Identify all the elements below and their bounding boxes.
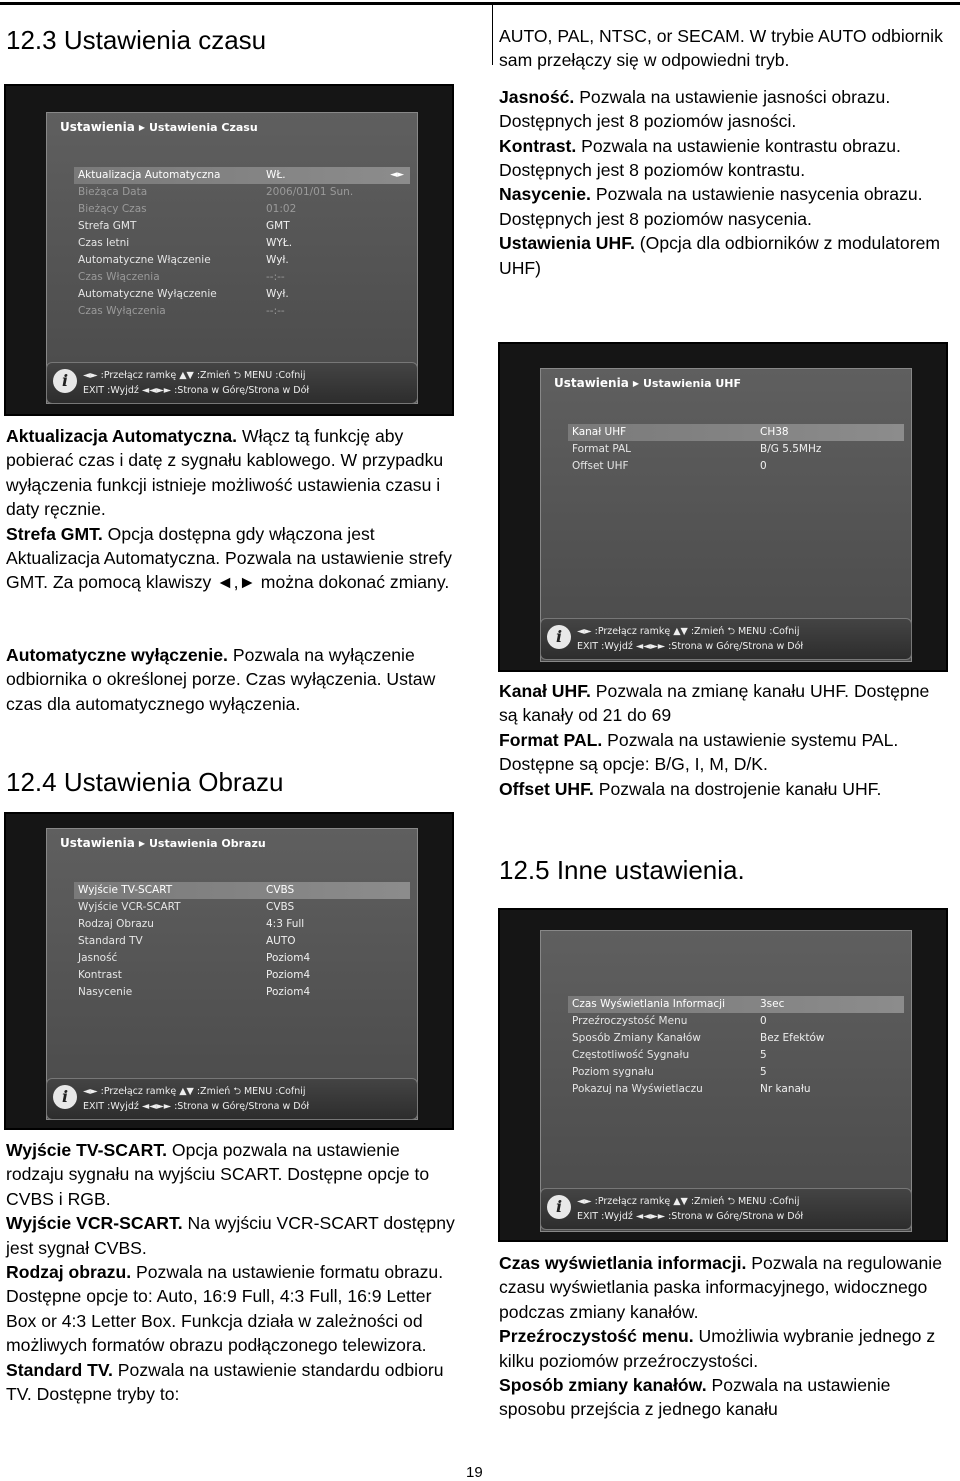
row-label: Bieżący Czas [78,203,147,215]
paragraph [6,522,462,595]
description: Pozwala na regulowanie czasu wyświetlania paska informacyjnego, widocznego podczas zmiany kanałów. [499,1253,943,1322]
breadcrumb-main: Ustawienia [60,120,135,134]
chevron-right-icon: ▶ [138,838,145,848]
settings-row[interactable] [74,303,410,320]
row-label: Automatyczne Włączenie [78,254,211,266]
term: Kontrast. [499,135,577,156]
chevron-right-icon: ▶ [138,122,145,132]
tv-screenshot-uhf-settings [498,342,948,672]
row-value: 5 [760,1066,767,1078]
paragraph [499,182,951,231]
row-value: WYŁ. [266,237,293,249]
paragraph [499,85,951,134]
auto-off-text [6,643,462,716]
info-icon: i [547,625,571,649]
settings-row[interactable] [74,269,410,286]
tv-screenshot-time-settings [4,84,454,416]
breadcrumb-main: Ustawienia [60,836,135,850]
left-right-arrows-icon: ◄► [390,170,404,180]
row-value: WŁ. [266,169,286,181]
row-value: GMT [266,220,290,232]
description: Pozwala na ustawienie systemu PAL. Dostępne są opcje: B/G, I, M, D/K. [499,729,899,775]
term: Ustawienia UHF. [499,233,635,254]
term: Przeźroczystość menu. [499,1326,694,1347]
row-label: Strefa GMT [78,220,137,232]
settings-row[interactable] [568,441,904,458]
row-label: Rodzaj Obrazu [78,918,154,930]
term: Sposób zmiany kanałów. [499,1375,707,1396]
row-value: 2006/01/01 Sun. [266,186,354,198]
row-value: 0 [760,460,767,472]
help-bar [46,1078,418,1120]
help-bar [46,362,418,404]
row-value: Poziom4 [266,969,311,981]
row-label: Aktualizacja Automatyczna [78,169,221,181]
paragraph [499,1324,951,1373]
description: Pozwala na ustawienie formatu obrazu. Dostępne opcje to: Auto, 16:9 Full, 4:3 Full, 16:9 Letter Box or 4:3 Letter Box. Funkcja działa w zależności od możliwych formatów obrazu podłączonego telewizora. [6,1262,444,1356]
help-line-1: ◄► :Przełącz ramkę ▲▼ :Zmień ⮌ MENU :Cofnij [83,370,306,381]
row-label: Sposób Zmiany Kanałów [572,1032,701,1044]
row-value: 5 [760,1049,767,1061]
settings-row[interactable] [568,424,904,441]
term: Nasycenie. [499,184,591,205]
row-label: Przeźroczystość Menu [572,1015,688,1027]
settings-row[interactable] [568,1064,904,1081]
row-value: CVBS [266,901,295,913]
chevron-right-icon: ▶ [632,378,639,388]
paragraph [499,1373,951,1422]
settings-row[interactable] [74,252,410,269]
row-value: --:-- [266,305,285,317]
term: Wyjście VCR-SCART. [6,1213,183,1234]
term: Strefa GMT. [6,523,103,544]
info-icon: i [53,369,77,393]
term: Kanał UHF. [499,681,591,701]
breadcrumb-sub: Ustawienia UHF [642,376,742,390]
row-label: Poziom sygnału [572,1066,654,1078]
row-value: Poziom4 [266,952,311,964]
other-settings-text [499,1251,951,1422]
settings-row[interactable] [74,235,410,252]
paragraph [6,424,462,522]
term: Jasność. [499,86,575,107]
settings-row[interactable] [74,933,410,950]
settings-list [568,424,904,475]
settings-row[interactable] [74,950,410,967]
row-label: Automatyczne Wyłączenie [78,288,217,300]
help-line-1: ◄► :Przełącz ramkę ▲▼ :Zmień ⮌ MENU :Cofnij [577,626,800,637]
settings-row[interactable] [568,1047,904,1064]
settings-row[interactable] [74,218,410,235]
description: Pozwala na zmianę kanału UHF. Dostępne są kanały od 21 do 69 [499,681,930,726]
paragraph [6,643,462,716]
picture-settings-text [6,1138,462,1406]
paragraph [499,1251,951,1324]
description: Opcja pozwala na ustawienie rodzaju sygnału na wyjściu SCART. Dostępne opcje to CVBS i RGB. [6,1140,430,1209]
menu-breadcrumb [554,376,741,390]
paragraph [499,134,951,183]
settings-row[interactable] [74,899,410,916]
term: Standard TV. [6,1359,113,1380]
row-label: Częstotliwość Sygnału [572,1049,690,1061]
row-label: Kanał UHF [572,426,627,438]
menu-breadcrumb [60,836,266,850]
term: Rodzaj obrazu. [6,1262,132,1283]
description: Na wyjściu VCR-SCART dostępny jest sygnał CVBS. [6,1213,455,1258]
row-label: Offset UHF [572,460,629,472]
paragraph [499,24,951,73]
menu-breadcrumb [60,120,258,134]
paragraph [499,679,951,728]
paragraph [6,1358,462,1407]
paragraph [6,1211,462,1260]
description: (Opcja dla odbiorników z modulatorem UHF) [499,233,941,278]
settings-row[interactable] [568,458,904,475]
row-label: Czas letni [78,237,130,249]
row-label: Czas Wyświetlania Informacji [572,998,726,1010]
section-heading-picture: 12.4 Ustawienia Obrazu [6,767,284,797]
column-divider [492,5,493,65]
row-label: Czas Włączenia [78,271,160,283]
settings-row[interactable] [74,882,410,899]
row-value: B/G 5.5MHz [760,443,822,455]
row-value: Poziom4 [266,986,311,998]
row-label: Wyjście VCR-SCART [78,901,181,913]
description: Pozwala na ustawienie jasności obrazu. Dostępnych jest 8 poziomów jasności. [499,86,891,132]
help-line-2: EXIT :Wyjdź ◄◄►► :Strona w Górę/Strona w Dół [577,1211,804,1222]
description: Pozwala na dostrojenie kanału UHF. [593,778,882,799]
description: Włącz tą funkcję aby pobierać czas i datę z sygnału kablowego. W przypadku wyłączenia funkcji istnieje możliwość ustawienia czasu i daty ręcznie. [6,426,444,520]
section-heading-time: 12.3 Ustawienia czasu [6,25,267,55]
description: Pozwala na ustawienie standardu odbioru TV. Dostępne tryby to: [6,1359,444,1405]
tv-screenshot-other-settings [498,908,948,1242]
page-number: 19 [466,1464,483,1481]
row-value: 3sec [760,998,785,1010]
settings-row[interactable] [568,1030,904,1047]
description: Pozwala na ustawienie kontrastu obrazu. Dostępnych jest 8 poziomów kontrastu. [499,135,901,181]
settings-row[interactable] [74,167,410,184]
row-value: Wył. [266,254,289,266]
description: Pozwala na wyłączenie odbiornika o określonej porze. Czas wyłączenia. Ustaw czas dla automatycznego wyłączenia. [6,645,436,714]
row-value: CVBS [266,884,295,896]
help-line-2: EXIT :Wyjdź ◄◄►► :Strona w Górę/Strona w Dół [83,1101,310,1112]
paragraph [6,1138,462,1211]
row-value: --:-- [266,271,285,283]
settings-row[interactable] [568,1013,904,1030]
row-label: Pokazuj na Wyświetlaczu [572,1083,703,1095]
breadcrumb-sub: Ustawienia Czasu [148,120,258,134]
row-value: 01:02 [266,203,297,215]
settings-row[interactable] [74,201,410,218]
row-label: Nasycenie [78,986,133,998]
help-line-1: ◄► :Przełącz ramkę ▲▼ :Zmień ⮌ MENU :Cofnij [577,1196,800,1207]
info-icon: i [547,1195,571,1219]
help-line-2: EXIT :Wyjdź ◄◄►► :Strona w Górę/Strona w Dół [83,385,310,396]
row-value: Wył. [266,288,289,300]
settings-row[interactable] [74,916,410,933]
term: Automatyczne wyłączenie. [6,645,228,665]
term: Offset UHF. [499,778,594,799]
term: Aktualizacja Automatyczna. [6,426,238,446]
time-settings-text [6,424,462,595]
paragraph [499,728,951,777]
row-value: 4:3 Full [266,918,305,930]
settings-row[interactable] [568,1081,904,1098]
description: Pozwala na ustawienie sposobu przejścia z jednego kanału [499,1375,891,1420]
help-bar [540,1188,912,1230]
row-label: Kontrast [78,969,122,981]
help-line-1: ◄► :Przełącz ramkę ▲▼ :Zmień ⮌ MENU :Cofnij [83,1086,306,1097]
term: Wyjście TV-SCART. [6,1140,167,1160]
breadcrumb-sub: Ustawienia Obrazu [148,836,266,850]
description: Pozwala na ustawienie nasycenia obrazu. Dostępnych jest 8 poziomów nasycenia. [499,184,923,229]
row-value: Bez Efektów [760,1032,825,1044]
settings-row[interactable] [74,984,410,1001]
paragraph [499,777,951,801]
section-heading-other: 12.5 Inne ustawienia. [499,855,745,885]
info-icon: i [53,1085,77,1109]
row-label: Format PAL [572,443,632,455]
help-line-2: EXIT :Wyjdź ◄◄►► :Strona w Górę/Strona w Dół [577,641,804,652]
help-bar [540,618,912,660]
row-label: Jasność [78,952,118,964]
description: AUTO, PAL, NTSC, or SECAM. W trybie AUTO odbiornik sam przełączy się w odpowiedni tryb. [499,26,943,71]
description: Umożliwia wybranie jednego z kilku poziomów przeźroczystości. [499,1326,936,1371]
tv-screenshot-picture-settings [4,812,454,1130]
picture-settings-text-cont [499,24,951,280]
row-label: Czas Wyłączenia [78,305,166,317]
row-value: 0 [760,1015,767,1027]
row-value: AUTO [266,935,296,947]
row-value: Nr kanału [760,1083,811,1095]
breadcrumb-main: Ustawienia [554,376,629,390]
settings-row[interactable] [74,967,410,984]
settings-row[interactable] [568,996,904,1013]
settings-list [74,167,410,320]
row-label: Bieżąca Data [78,186,148,198]
settings-list [568,996,904,1098]
row-label: Standard TV [78,935,143,947]
settings-row[interactable] [74,184,410,201]
settings-row[interactable] [74,286,410,303]
paragraph [6,1260,462,1358]
uhf-settings-text [499,679,951,801]
term: Format PAL. [499,729,603,750]
description: Opcja dostępna gdy włączona jest Aktualizacja Automatyczna. Pozwala na ustawienie strefy GMT. Za pomocą klawiszy ◄,► można dokonać zmiany. [6,523,452,593]
top-rule [0,2,960,5]
paragraph [499,231,951,280]
settings-list [74,882,410,1001]
term: Czas wyświetlania informacji. [499,1253,747,1273]
row-label: Wyjście TV-SCART [78,884,173,896]
row-value: CH38 [760,426,789,438]
